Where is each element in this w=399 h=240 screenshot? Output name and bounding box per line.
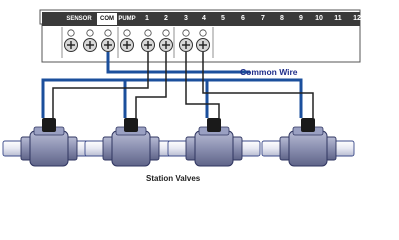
solenoid-icon: [301, 118, 315, 132]
terminal-label-10: 10: [315, 15, 323, 22]
terminal-screw-pump-b: [142, 30, 155, 52]
terminal-label-com: COM: [100, 16, 114, 22]
terminal-label-8: 8: [280, 15, 284, 22]
terminal-label-pump: PUMP: [118, 16, 136, 22]
terminal-screw-station-1: [160, 30, 173, 52]
terminal-label-7: 7: [261, 15, 265, 22]
station-valve-2: [85, 118, 177, 166]
terminal-screw-pump-a: [121, 30, 134, 52]
common-wire-loop: [43, 80, 301, 118]
terminal-label-6: 6: [241, 15, 245, 22]
solenoid-icon: [124, 118, 138, 132]
station-valves-label: Station Valves: [146, 174, 201, 183]
terminal-label-4: 4: [202, 15, 206, 22]
terminal-label-1: 1: [145, 15, 149, 22]
terminal-screw-station-3: [197, 30, 210, 52]
terminal-label-2: 2: [164, 15, 168, 22]
terminal-label-12: 12: [353, 15, 361, 22]
terminal-label-9: 9: [299, 15, 303, 22]
terminal-screws: [65, 30, 210, 52]
common-wire-label: Common Wire: [240, 67, 298, 77]
terminal-label-3: 3: [184, 15, 188, 22]
terminal-label-5: 5: [221, 15, 225, 22]
solenoid-icon: [207, 118, 221, 132]
terminal-screw-sensor-a: [65, 30, 78, 52]
terminal-label-sensor: SENSOR: [66, 16, 92, 22]
station-valve-1: [3, 118, 95, 166]
station-valves: [3, 118, 354, 166]
terminal-screw-station-2: [180, 30, 193, 52]
terminal-screw-com: [102, 30, 115, 52]
terminal-screw-sensor-b: [84, 30, 97, 52]
terminal-label-11: 11: [334, 15, 342, 22]
solenoid-icon: [42, 118, 56, 132]
station-valve-3: [168, 118, 260, 166]
station-valve-4: [262, 118, 354, 166]
